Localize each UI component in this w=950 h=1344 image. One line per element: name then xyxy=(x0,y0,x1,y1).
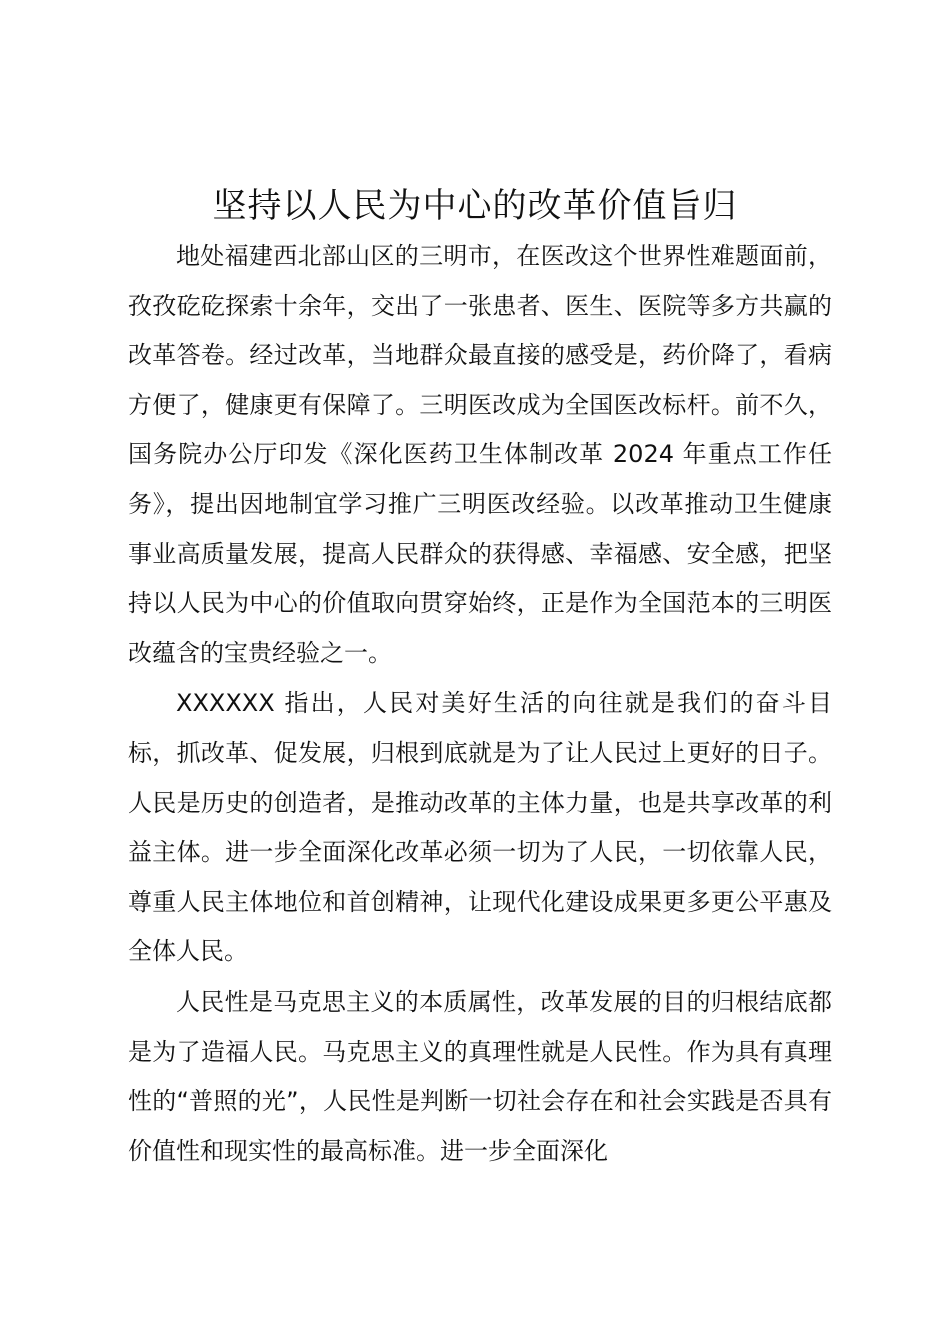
paragraph-3: 人民性是马克思主义的本质属性，改革发展的目的归根结底都是为了造福人民。马克思主义的真理性就是人民性。作为具有真理性的“普照的光”，人民性是判断一切社会存在和社会实践是否具有价值性和现实性的最高标准。进一步全面深化 xyxy=(128,987,832,1165)
paragraph-2: XXXXXX 指出，人民对美好生活的向往就是我们的奋斗目标，抓改革、促发展，归根到底就是为了让人民过上更好的日子。人民是历史的创造者，是推动改革的主体力量，也是共享改革的利益主体。进一步全面深化改革必须一切为了人民，一切依靠人民，尊重人民主体地位和首创精神，让现代化建设成果更多更公平惠及全体人民。 xyxy=(128,689,832,966)
document-body xyxy=(128,232,832,1176)
paragraph-1: 地处福建西北部山区的三明市，在医改这个世界性难题面前，孜孜矻矻探索十余年，交出了一张患者、医生、医院等多方共赢的改革答卷。经过改革，当地群众最直接的感受是，药价降了，看病方便了，健康更有保障了。三明医改成为全国医改标杆。前不久，国务院办公厅印发《深化医药卫生体制改革 2024 年重点工作任务》，提出因地制宜学习推广三明医改经验。以改革推动卫生健康事业高质量发展，提高人民群众的获得感、幸福感、安全感，把坚持以人民为中心的价值取向贯穿始终，正是作为全国范本的三明医改蕴含的宝贵经验之一。 xyxy=(128,242,832,667)
document-title: 坚持以人民为中心的改革价值旨归 xyxy=(212,186,738,226)
